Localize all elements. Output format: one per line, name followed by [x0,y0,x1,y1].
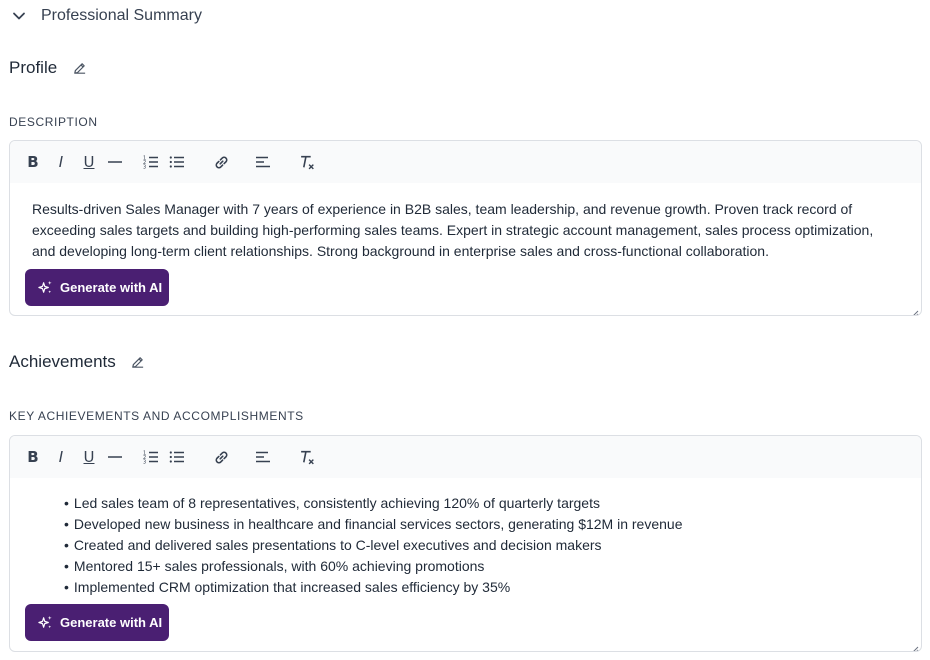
svg-text:2: 2 [143,455,147,461]
horizontal-rule-icon[interactable] [106,150,124,174]
achievements-label: KEY ACHIEVEMENTS AND ACCOMPLISHMENTS [9,409,304,423]
generate-with-ai-button[interactable] [25,269,169,306]
list-item: • Implemented CRM optimization that increased sales efficiency by 35% [64,577,899,598]
section-header[interactable] [10,4,202,28]
generate-label: Generate with AI [60,280,163,295]
ordered-list-icon[interactable] [142,150,160,174]
svg-text:2: 2 [143,160,147,166]
profile-heading: Profile [9,58,58,77]
editor-toolbar [10,141,921,183]
underline-button[interactable]: U [83,153,95,171]
generate-label: Generate with AI [60,615,163,630]
section-title: Professional Summary [41,7,202,24]
list-item: • Created and delivered sales presentations to C-level executives and decision makers [64,535,899,556]
profile-heading-row [9,58,87,78]
link-icon[interactable] [212,445,230,469]
svg-text:1: 1 [143,155,147,162]
italic-button[interactable]: I [58,153,64,171]
achievements-heading: Achievements [9,352,116,371]
achievements-editor[interactable] [9,435,922,652]
link-icon[interactable] [212,150,230,174]
generate-with-ai-button[interactable] [25,604,169,641]
editor-toolbar [10,436,921,478]
clear-format-icon[interactable] [298,150,316,174]
underline-button[interactable]: U [83,448,95,466]
chevron-down-icon[interactable] [10,7,28,25]
ordered-list-icon[interactable] [142,445,160,469]
description-text[interactable]: Results-driven Sales Manager with 7 years of experience in B2B sales, team leadership, and revenue growth. Proven track record of exceeding sales targets and building high-performing sales teams. Expert in strategic account management, sales process optimization, and developing long-term client relationships. Strong background in enterprise sales and cross-functional collaboration. [32,201,874,259]
sparkles-icon [38,615,53,630]
svg-text:3: 3 [143,459,147,465]
pencil-icon[interactable] [71,60,87,76]
achievements-heading-row [9,352,146,372]
svg-text:3: 3 [143,164,147,170]
achievements-list [32,493,899,598]
clear-format-icon[interactable] [298,445,316,469]
bold-button[interactable]: B [27,153,39,171]
list-item: • Led sales team of 8 representatives, consistently achieving 120% of quarterly targets [64,493,899,514]
svg-text:1: 1 [143,450,147,457]
description-label: DESCRIPTION [9,115,98,129]
align-left-icon[interactable] [254,150,272,174]
bullet-list-icon[interactable] [168,445,186,469]
description-editor[interactable] [9,140,922,316]
list-item: • Mentored 15+ sales professionals, with 60% achieving promotions [64,556,899,577]
italic-button[interactable]: I [58,448,64,466]
list-item: • Developed new business in healthcare and financial services sectors, generating $12M in revenue [64,514,899,535]
achievements-text[interactable] [10,478,921,598]
sparkles-icon [38,280,53,295]
resize-handle-icon[interactable] [911,641,919,649]
bold-button[interactable]: B [27,448,39,466]
align-left-icon[interactable] [254,445,272,469]
resize-handle-icon[interactable] [911,305,919,313]
horizontal-rule-icon[interactable] [106,445,124,469]
bullet-list-icon[interactable] [168,150,186,174]
pencil-icon[interactable] [130,354,146,370]
